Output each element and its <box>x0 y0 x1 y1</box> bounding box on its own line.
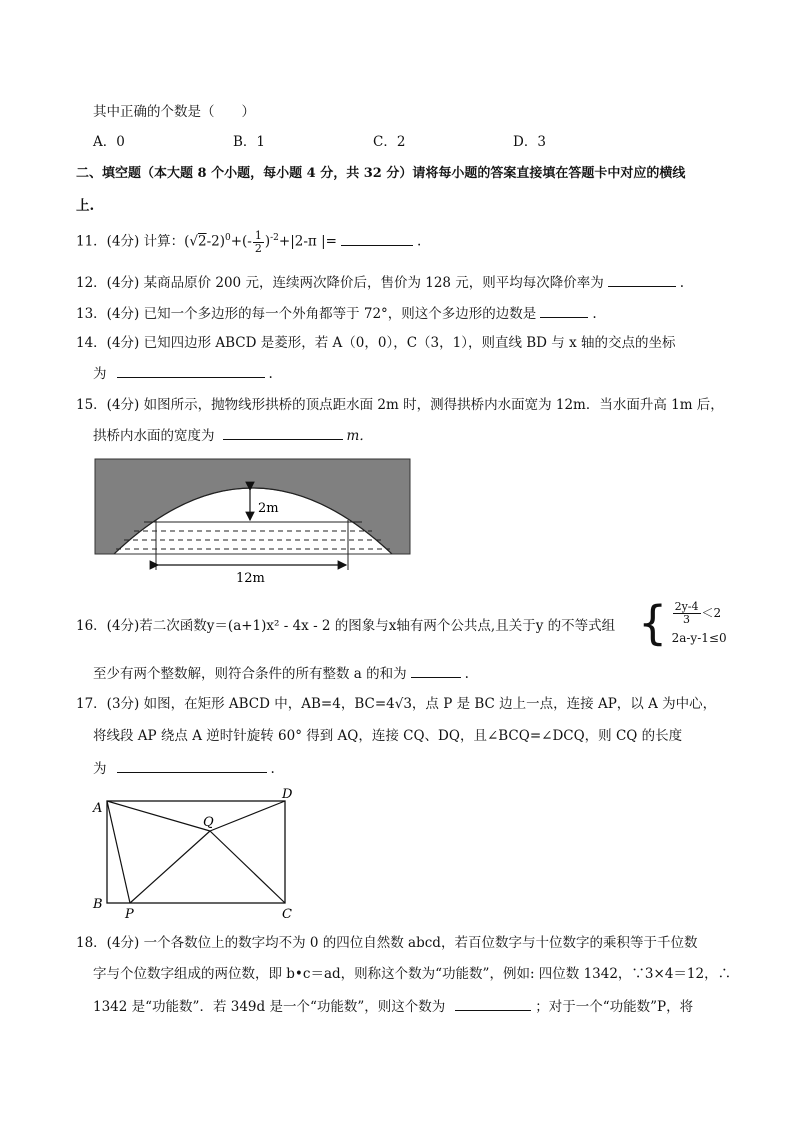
option-b[interactable]: B．1 <box>233 134 266 150</box>
segment-dq <box>210 801 285 831</box>
q11-exp0: 0 <box>224 233 231 243</box>
q10-prompt: 其中正确的个数是（ ） <box>93 104 255 120</box>
q11-abs: +|2-π |= <box>278 233 337 250</box>
rectangle-abcd <box>107 801 285 903</box>
label-c: C <box>282 907 292 922</box>
q12-text: 12．(4分) 某商品原价 200 元，连续两次降价后，售价为 128 元，则平均每次降价率为 <box>76 275 604 291</box>
q15-line1: 15．(4分) 如图所示，抛物线形拱桥的顶点距水面 2m 时，测得拱桥内水面宽为 12m．当水面升高 1m 后， <box>76 397 724 413</box>
q16-line2: 至少有两个整数解，则符合条件的所有整数 a 的和为 . <box>93 663 469 683</box>
segment-cq <box>210 831 285 903</box>
ineq1-relation: ＜2 <box>701 605 722 620</box>
label-a: A <box>93 801 103 816</box>
segment-pq <box>130 831 210 903</box>
q17-line1: 17．(3分) 如图，在矩形 ABCD 中，AB=4，BC=4√3，点 P 是 BC 边上一点，连接 AP，以 A 为中心， <box>76 696 717 712</box>
label-b: B <box>93 897 103 912</box>
q11: 11．(4分) 计算：$(√2-2)^0+(-$ $\frac{1}{2}$ )$^{-2}$+|2-π |= . <box>76 228 422 255</box>
width-label: 12m <box>236 571 265 586</box>
option-d[interactable]: D．3 <box>513 134 546 150</box>
q13: 13．(4分) 已知一个多边形的每一个外角都等于 72°，则这个多边形的边数是 . <box>76 303 597 323</box>
q18-line3: 1342 是“功能数”．若 349d 是一个“功能数”，则这个数为 ；对于一个“功能数”P，将 <box>93 996 693 1016</box>
segment-aq <box>107 801 210 831</box>
q11-answer-blank[interactable] <box>341 231 413 246</box>
q12: 12．(4分) 某商品原价 200 元，连续两次降价后，售价为 128 元，则平均每次降价率为 . <box>76 272 684 292</box>
q18-answer-blank[interactable] <box>455 996 531 1011</box>
q18-line1: 18．(4分) 一个各数位上的数字均不为 0 的四位自然数 abcd，若百位数字与十位数字的乘积等于千位数 <box>76 935 698 951</box>
q15-answer-blank[interactable] <box>223 425 343 440</box>
q11-exp-neg2: -2 <box>270 233 279 243</box>
q11-fraction: $\frac{1}{2}$ <box>254 228 262 255</box>
label-p: P <box>125 907 134 922</box>
q18-line2: 字与个位数字组成的两位数，即 b•c＝ad，则称这个数为“功能数”，例如: 四位数 1342，∵3×4＝12，∴ <box>93 966 732 982</box>
q11-part-a: -2) <box>206 233 225 250</box>
system-brace: { <box>638 596 668 650</box>
q14-line2: 为 . <box>93 363 273 383</box>
rectangle-figure <box>90 784 300 922</box>
ineq2: 2a-y-1≤0 <box>671 630 727 645</box>
option-c[interactable]: C．2 <box>373 134 406 150</box>
q11-close: ) <box>264 233 271 250</box>
q15-line2: 拱桥内水面的宽度为 m． <box>93 425 373 445</box>
height-label: 2m <box>258 501 279 516</box>
section-heading-cont: 上. <box>76 198 95 214</box>
q17-line3: 为 . <box>93 758 275 778</box>
q11-label: 11．(4分) 计算： <box>76 233 185 250</box>
q16-inequality-system: { $\frac{2y-4}{3}$ ＜2 2a-y-1≤0 <box>638 596 727 650</box>
q11-plus: +(- <box>230 233 252 250</box>
q16-line1: 16．(4分)若二次函数y＝(a+1)x² - 4x - 2 的图象与x轴有两个公共点,且关于y 的不等式组 <box>76 618 616 634</box>
label-q: Q <box>203 815 214 830</box>
section-heading: 二、填空题（本大题 8 个小题，每小题 4 分，共 32 分）请将每小题的答案直接填在答题卡中对应的横线 <box>76 166 686 181</box>
q12-answer-blank[interactable] <box>608 272 676 287</box>
q16-answer-blank[interactable] <box>411 663 461 678</box>
q11-sqrt-arg: 2 <box>197 233 207 250</box>
q14-answer-blank[interactable] <box>117 363 265 378</box>
label-d: D <box>282 787 293 802</box>
q14-line1: 14．(4分) 已知四边形 ABCD 是菱形，若 A（0，0），C（3，1），则直线 BD 与 x 轴的交点的坐标 <box>76 335 676 351</box>
q17-answer-blank[interactable] <box>117 758 267 773</box>
q17-line2: 将线段 AP 绕点 A 逆时针旋转 60° 得到 AQ，连接 CQ、DQ，且∠BCQ=∠DCQ，则 CQ 的长度 <box>93 728 683 744</box>
q13-text: 13．(4分) 已知一个多边形的每一个外角都等于 72°，则这个多边形的边数是 <box>76 306 537 322</box>
arch-bridge-figure <box>94 458 412 586</box>
q13-answer-blank[interactable] <box>540 303 588 318</box>
segment-ap <box>107 801 130 903</box>
q10-options <box>93 133 653 151</box>
option-a[interactable]: A．0 <box>93 134 125 150</box>
